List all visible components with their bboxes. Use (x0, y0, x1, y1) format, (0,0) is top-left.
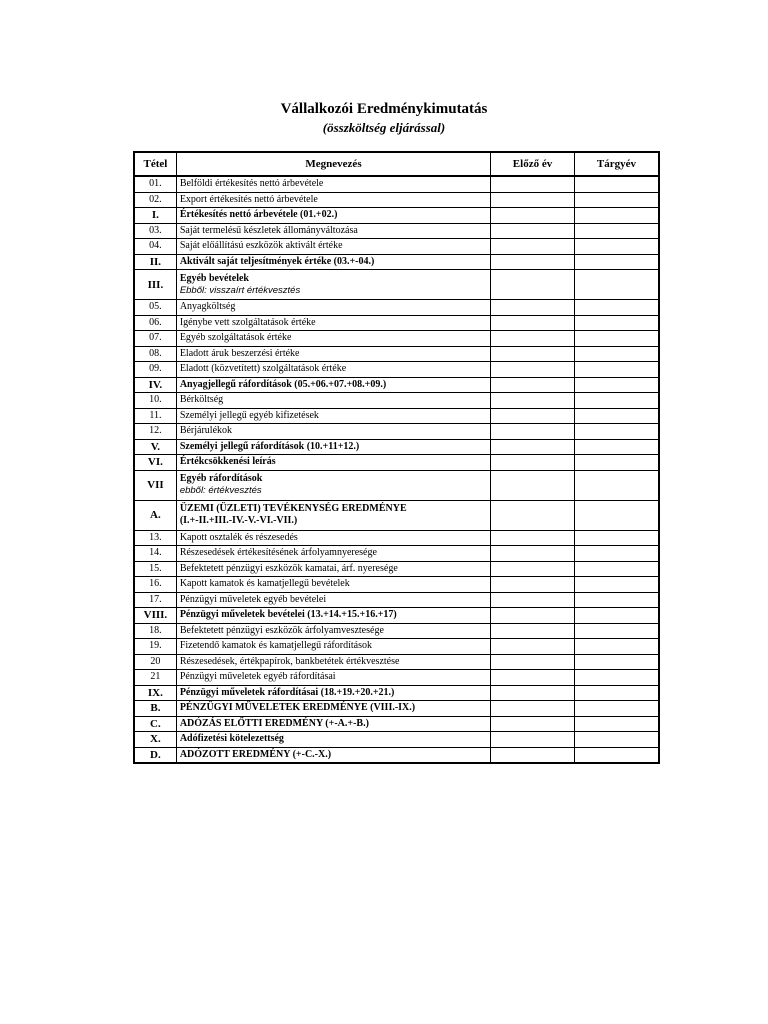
current-year-cell[interactable] (574, 530, 659, 546)
previous-year-cell[interactable] (491, 623, 575, 639)
current-year-cell[interactable] (574, 377, 659, 393)
current-year-cell[interactable] (574, 254, 659, 270)
row-name-cell (176, 654, 490, 670)
row-code: C. (134, 716, 176, 732)
row-code: 17. (134, 592, 176, 608)
table-row (134, 577, 659, 593)
row-code: III. (134, 270, 176, 300)
table-body (134, 176, 659, 763)
previous-year-cell[interactable] (491, 747, 575, 763)
row-name: Egyéb ráfordítások (179, 473, 263, 484)
row-name-cell (176, 223, 490, 239)
row-name-cell (176, 315, 490, 331)
previous-year-cell[interactable] (491, 377, 575, 393)
row-name: Befektetett pénzügyi eszközök kamatai, árf. nyeresége (179, 562, 398, 574)
current-year-cell[interactable] (574, 208, 659, 224)
current-year-cell[interactable] (574, 315, 659, 331)
previous-year-cell[interactable] (491, 300, 575, 316)
row-name-cell (176, 608, 490, 624)
current-year-cell[interactable] (574, 239, 659, 255)
row-name-formula: (I.+-II.+III.-IV.-V.-VI.-VII.) (179, 515, 298, 526)
table-row (134, 223, 659, 239)
table-row (134, 530, 659, 546)
row-note: Ebből: visszaírt értékvesztés (179, 284, 301, 296)
row-name-cell (176, 670, 490, 686)
row-code: VI. (134, 455, 176, 471)
row-name: Belföldi értékesítés nettó árbevétele (179, 178, 324, 190)
row-code: X. (134, 732, 176, 748)
previous-year-cell[interactable] (491, 500, 575, 530)
row-code: VIII. (134, 608, 176, 624)
row-name: Anyagjellegű ráfordítások (05.+06.+07.+08.+09.) (179, 378, 387, 390)
table-row (134, 424, 659, 440)
row-name-cell (176, 362, 490, 378)
row-name: Kapott kamatok és kamatjellegű bevételek (179, 578, 350, 590)
current-year-cell[interactable] (574, 408, 659, 424)
row-code: 01. (134, 176, 176, 192)
table-row (134, 208, 659, 224)
current-year-cell[interactable] (574, 608, 659, 624)
previous-year-cell[interactable] (491, 239, 575, 255)
row-name-cell (176, 500, 490, 530)
row-code: IX. (134, 685, 176, 701)
row-code: 13. (134, 530, 176, 546)
row-name-cell (176, 577, 490, 593)
previous-year-cell[interactable] (491, 670, 575, 686)
previous-year-cell[interactable] (491, 732, 575, 748)
current-year-cell[interactable] (574, 176, 659, 192)
current-year-cell[interactable] (574, 639, 659, 655)
row-name: Saját előállítású eszközök aktivált értéke (179, 240, 343, 252)
row-name-cell (176, 377, 490, 393)
column-header-item: Tétel (134, 152, 176, 176)
previous-year-cell[interactable] (491, 701, 575, 717)
row-name-cell (176, 546, 490, 562)
previous-year-cell[interactable] (491, 254, 575, 270)
previous-year-cell[interactable] (491, 470, 575, 500)
table-row (134, 192, 659, 208)
report-title: Vállalkozói Eredménykimutatás (280, 101, 488, 117)
row-name-cell (176, 639, 490, 655)
current-year-cell[interactable] (574, 439, 659, 455)
row-name-cell (176, 439, 490, 455)
row-code: I. (134, 208, 176, 224)
current-year-cell[interactable] (574, 732, 659, 748)
current-year-cell[interactable] (574, 331, 659, 347)
current-year-cell[interactable] (574, 701, 659, 717)
table-row (134, 439, 659, 455)
table-row (134, 254, 659, 270)
row-name: Személyi jellegű ráfordítások (10.+11+12.) (179, 440, 360, 452)
row-code: 06. (134, 315, 176, 331)
previous-year-cell[interactable] (491, 455, 575, 471)
previous-year-cell[interactable] (491, 654, 575, 670)
row-name-cell (176, 239, 490, 255)
table-row (134, 670, 659, 686)
current-year-cell[interactable] (574, 346, 659, 362)
current-year-cell[interactable] (574, 592, 659, 608)
row-code: 19. (134, 639, 176, 655)
row-code: 16. (134, 577, 176, 593)
row-name-cell (176, 270, 490, 300)
table-row (134, 623, 659, 639)
table-row (134, 608, 659, 624)
current-year-cell[interactable] (574, 577, 659, 593)
current-year-cell[interactable] (574, 546, 659, 562)
table-row (134, 331, 659, 347)
previous-year-cell[interactable] (491, 577, 575, 593)
current-year-cell[interactable] (574, 561, 659, 577)
current-year-cell[interactable] (574, 192, 659, 208)
table-row (134, 546, 659, 562)
current-year-cell[interactable] (574, 747, 659, 763)
row-name: Kapott osztalék és részesedés (179, 531, 298, 543)
row-name: Bérjárulékok (179, 425, 233, 437)
previous-year-cell[interactable] (491, 192, 575, 208)
row-code: VII (134, 470, 176, 500)
income-statement-table (133, 151, 660, 764)
row-name: Pénzügyi műveletek egyéb bevételei (179, 593, 327, 605)
row-name: Részesedések, értékpapírok, bankbetétek értékvesztése (179, 655, 400, 667)
current-year-cell[interactable] (574, 470, 659, 500)
row-name: Értékesítés nettó árbevétele (01.+02.) (179, 209, 338, 221)
column-header-name: Megnevezés (176, 152, 490, 176)
row-code: A. (134, 500, 176, 530)
previous-year-cell[interactable] (491, 362, 575, 378)
row-name-cell (176, 208, 490, 224)
previous-year-cell[interactable] (491, 408, 575, 424)
row-name-cell (176, 331, 490, 347)
row-name-cell (176, 716, 490, 732)
previous-year-cell[interactable] (491, 208, 575, 224)
row-code: 08. (134, 346, 176, 362)
table-row (134, 300, 659, 316)
row-name: Egyéb bevételek (179, 272, 249, 284)
row-name: Adófizetési kötelezettség (179, 733, 284, 745)
row-name: Fizetendő kamatok és kamatjellegű ráfordítások (179, 640, 372, 652)
row-name: Értékcsökkenési leírás (179, 456, 276, 468)
row-name: ÜZEMI (ÜZLETI) TEVÉKENYSÉG EREDMÉNYE (179, 503, 407, 514)
table-row (134, 470, 659, 500)
previous-year-cell[interactable] (491, 546, 575, 562)
row-name-cell (176, 561, 490, 577)
row-name: ADÓZÁS ELŐTTI EREDMÉNY (+-A.+-B.) (179, 717, 369, 729)
previous-year-cell[interactable] (491, 315, 575, 331)
previous-year-cell[interactable] (491, 223, 575, 239)
row-code: 10. (134, 393, 176, 409)
table-row (134, 685, 659, 701)
row-code: 09. (134, 362, 176, 378)
table-row (134, 701, 659, 717)
table-row (134, 408, 659, 424)
row-code: 11. (134, 408, 176, 424)
row-name-cell (176, 300, 490, 316)
current-year-cell[interactable] (574, 623, 659, 639)
row-code: 18. (134, 623, 176, 639)
table-row (134, 500, 659, 530)
column-header-previous-year: Előző év (491, 152, 575, 176)
row-code: 04. (134, 239, 176, 255)
row-name: Export értékesítés nettó árbevétele (179, 193, 318, 205)
row-name: Saját termelésű készletek állományváltozása (179, 224, 358, 236)
row-code: II. (134, 254, 176, 270)
current-year-cell[interactable] (574, 270, 659, 300)
row-code: B. (134, 701, 176, 717)
table-row (134, 747, 659, 763)
row-name: Aktivált saját teljesítmények értéke (03.+-04.) (179, 255, 375, 267)
table-row (134, 239, 659, 255)
row-code: D. (134, 747, 176, 763)
row-code: V. (134, 439, 176, 455)
previous-year-cell[interactable] (491, 716, 575, 732)
table-row (134, 270, 659, 300)
current-year-cell[interactable] (574, 670, 659, 686)
previous-year-cell[interactable] (491, 685, 575, 701)
table-row (134, 561, 659, 577)
row-code: 20 (134, 654, 176, 670)
current-year-cell[interactable] (574, 455, 659, 471)
table-row (134, 654, 659, 670)
row-code: IV. (134, 377, 176, 393)
table-row (134, 346, 659, 362)
current-year-cell[interactable] (574, 424, 659, 440)
row-name-cell (176, 747, 490, 763)
current-year-cell[interactable] (574, 223, 659, 239)
current-year-cell[interactable] (574, 362, 659, 378)
row-code: 05. (134, 300, 176, 316)
table-row (134, 315, 659, 331)
row-code: 15. (134, 561, 176, 577)
report-subtitle: (összköltség eljárással) (322, 120, 446, 135)
previous-year-cell[interactable] (491, 424, 575, 440)
row-code: 07. (134, 331, 176, 347)
row-name-cell (176, 623, 490, 639)
previous-year-cell[interactable] (491, 639, 575, 655)
current-year-cell[interactable] (574, 654, 659, 670)
previous-year-cell[interactable] (491, 270, 575, 300)
row-name: Pénzügyi műveletek egyéb ráfordításai (179, 671, 336, 683)
row-code: 02. (134, 192, 176, 208)
row-name: Eladott (közvetített) szolgáltatások értéke (179, 363, 347, 375)
table-row (134, 455, 659, 471)
row-name: Bérköltség (179, 394, 224, 406)
table-row (134, 639, 659, 655)
row-name-cell (176, 192, 490, 208)
current-year-cell[interactable] (574, 500, 659, 530)
row-name-cell (176, 176, 490, 192)
row-code: 14. (134, 546, 176, 562)
row-name-cell (176, 732, 490, 748)
row-name-cell (176, 346, 490, 362)
current-year-cell[interactable] (574, 716, 659, 732)
row-name: Anyagköltség (179, 301, 236, 313)
row-name: Egyéb szolgáltatások értéke (179, 332, 292, 344)
previous-year-cell[interactable] (491, 346, 575, 362)
table-row (134, 716, 659, 732)
row-name: Pénzügyi műveletek bevételei (13.+14.+15.+16.+17) (179, 609, 397, 621)
table-row (134, 362, 659, 378)
row-name: Részesedések értékesítésének árfolyamnyeresége (179, 547, 377, 559)
row-name: PÉNZÜGYI MŰVELETEK EREDMÉNYE (VIII.-IX.) (179, 702, 416, 714)
row-name-cell (176, 592, 490, 608)
current-year-cell[interactable] (574, 685, 659, 701)
row-name-cell (176, 254, 490, 270)
column-header-current-year: Tárgyév (574, 152, 659, 176)
row-name-cell (176, 424, 490, 440)
row-note: ebből: értékvesztés (179, 485, 262, 496)
row-name-cell (176, 685, 490, 701)
row-name-cell (176, 408, 490, 424)
row-code: 03. (134, 223, 176, 239)
row-name-cell (176, 393, 490, 409)
row-name-cell (176, 455, 490, 471)
table-header-row (134, 152, 659, 176)
previous-year-cell[interactable] (491, 439, 575, 455)
table-row (134, 393, 659, 409)
row-code: 12. (134, 424, 176, 440)
row-name-cell (176, 470, 490, 500)
row-name: Befektetett pénzügyi eszközök árfolyamvesztesége (179, 624, 384, 636)
previous-year-cell[interactable] (491, 331, 575, 347)
row-name-cell (176, 530, 490, 546)
row-code: 21 (134, 670, 176, 686)
current-year-cell[interactable] (574, 300, 659, 316)
previous-year-cell[interactable] (491, 393, 575, 409)
previous-year-cell[interactable] (491, 561, 575, 577)
current-year-cell[interactable] (574, 393, 659, 409)
previous-year-cell[interactable] (491, 176, 575, 192)
table-row (134, 176, 659, 192)
row-name: ADÓZOTT EREDMÉNY (+-C.-X.) (179, 748, 332, 760)
row-name: Pénzügyi műveletek ráfordításai (18.+19.+20.+21.) (179, 686, 395, 698)
table-row (134, 377, 659, 393)
row-name: Személyi jellegű egyéb kifizetések (179, 409, 319, 421)
row-name: Igénybe vett szolgáltatások értéke (179, 316, 316, 328)
previous-year-cell[interactable] (491, 530, 575, 546)
table-row (134, 592, 659, 608)
previous-year-cell[interactable] (491, 608, 575, 624)
table-row (134, 732, 659, 748)
previous-year-cell[interactable] (491, 592, 575, 608)
row-name-cell (176, 701, 490, 717)
row-name: Eladott áruk beszerzési értéke (179, 347, 300, 359)
